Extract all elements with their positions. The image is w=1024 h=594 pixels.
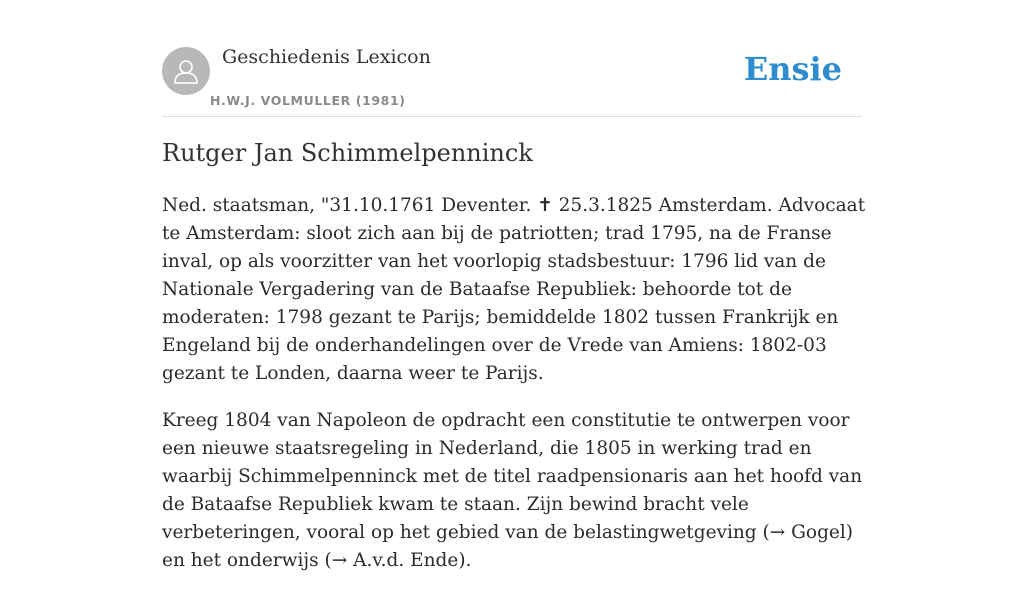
paragraph-text: ). — [458, 550, 472, 571]
paragraph-text: ) en het onderwijs ( — [162, 522, 853, 571]
link-label: A.v.d. Ende — [353, 550, 459, 571]
arrow-icon: → — [769, 522, 786, 543]
link-label: Gogel — [791, 522, 846, 543]
paragraph-text: Kreeg 1804 van Napoleon de opdracht een constitutie te ontwerpen voor een nieuwe staatsregeling in Nederland, die 1805 in werking trad en waarbij Schimmelpenninck met de titel raadpensionaris aan het hoofd van de Bataafse Republiek kwam te staan. Zijn bewind bracht vele verbeteringen, vooral op het gebied van de belastingwetgeving ( — [162, 410, 863, 543]
article-body — [162, 192, 867, 594]
brand-logo[interactable]: Ensie — [743, 50, 842, 88]
paragraph: Ned. staatsman, "31.10.1761 Deventer. ✝ 25.3.1825 Amsterdam. Advocaat te Amsterdam: sloot zich aan bij de patriotten; trad 1795, na de Franse inval, op als voorzitter van het voorlopig stadsbestuur: 1796 lid van de Nationale Vergadering van de Bataafse Republiek: behoorde tot de moderaten: 1798 gezant te Parijs; bemiddelde 1802 tussen Frankrijk en Engeland bij de onderhandelingen over de Vrede van Amiens: 1802-03 gezant te Londen, daarna weer te Parijs. — [162, 195, 866, 384]
link-ende[interactable] — [332, 550, 459, 571]
header — [162, 46, 862, 117]
paragraph — [162, 407, 867, 575]
avatar — [162, 47, 210, 95]
user-icon — [171, 56, 201, 86]
link-gogel[interactable] — [770, 522, 846, 543]
author-credit[interactable]: H.W.J. VOLMULLER (1981) — [210, 93, 406, 108]
article-title: Rutger Jan Schimmelpenninck — [162, 139, 533, 167]
site-title[interactable]: Geschiedenis Lexicon — [222, 46, 431, 68]
arrow-icon: → — [331, 550, 348, 571]
